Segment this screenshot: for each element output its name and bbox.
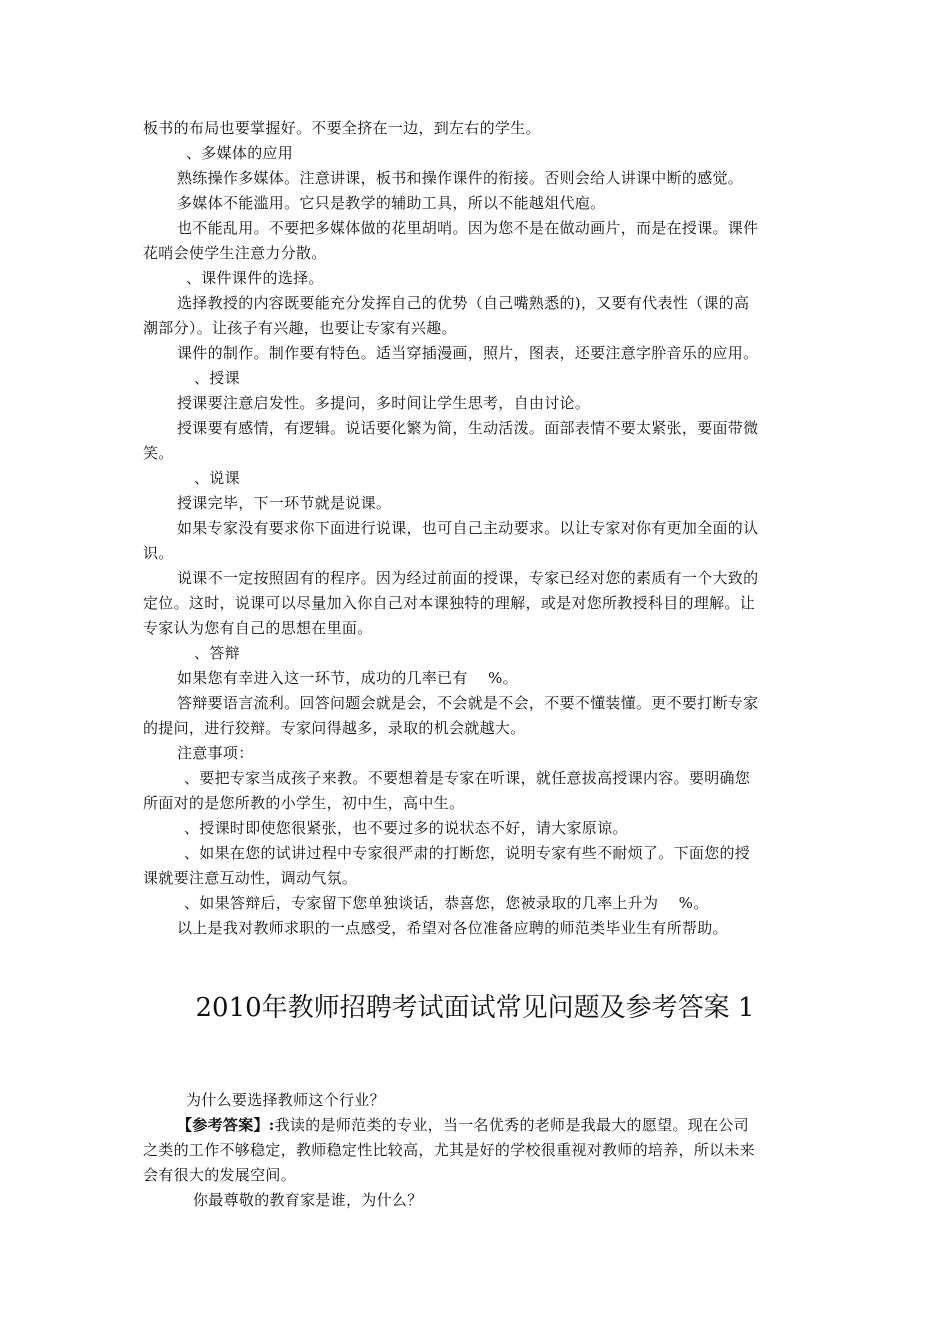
- answer-1-line-3: 会有很大的发展空间。: [143, 1166, 297, 1184]
- body-line: 注意事项：: [177, 744, 254, 762]
- body-line: 课就要注意互动性，调动气氛。: [143, 869, 358, 887]
- answer-1-line-2: 之类的工作不够稳定，教师稳定性比较高，尤其是好的学校很重视对教师的培养，所以未来: [143, 1141, 756, 1159]
- body-line: 如果专家没有要求你下面进行说课，也可自己主动要求。以让专家对你有更加全面的认: [177, 519, 759, 537]
- body-line: 潮部分）。让孩子有兴趣，也要让专家有兴趣。: [143, 319, 457, 337]
- body-line: 多媒体不能滥用。它只是教学的辅助工具，所以不能越俎代庖。: [177, 194, 606, 212]
- body-line: 熟练操作多媒体。注意讲课，板书和操作课件的衔接。否则会给人讲课中断的感觉。: [177, 169, 744, 187]
- body-line: 识。: [143, 544, 174, 562]
- body-line: 授课要有感情，有逻辑。说话要化繁为简，生动活泼。面部表情不要太紧张，要面带微: [177, 419, 759, 437]
- body-line: 定位。这时，说课可以尽量加入你自己对本课独特的理解，或是对您所教授科目的理解。让: [143, 594, 756, 612]
- document-title: 2010年教师招聘考试面试常见问题及参考答案 1: [195, 993, 755, 1023]
- body-line: 授课完毕，下一环节就是说课。: [177, 494, 392, 512]
- body-line: 如果您有幸进入这一环节，成功的几率已有 %。: [177, 669, 518, 687]
- body-line: 说课不一定按照固有的程序。因为经过前面的授课，专家已经对您的素质有一个大致的: [177, 569, 759, 587]
- section-heading: 、答辩: [194, 644, 240, 662]
- body-line: 课件的制作。制作要有特色。适当穿插漫画，照片，图表，还要注意字肸音乐的应用。: [177, 344, 759, 362]
- body-line: 以上是我对教师求职的一点感受，希望对各位准备应聘的师范类毕业生有所帮助。: [177, 919, 728, 937]
- section-heading: 、多媒体的应用: [186, 144, 294, 162]
- section-heading: 、说课: [194, 469, 240, 487]
- question-1: 为什么要选择教师这个行业？: [186, 1091, 385, 1109]
- body-line: 、如果答辩后，专家留下您单独谈话，恭喜您，您被录取的几率上升为 %。: [184, 894, 709, 912]
- body-line: 授课要注意启发性。多提问，多时间让学生思考，自由讨论。: [177, 394, 591, 412]
- body-line: 也不能乱用。不要把多媒体做的花里胡哨。因为您不是在做动画片，而是在授课。课件: [177, 219, 759, 237]
- answer-text: 我读的是师范类的专业，当一名优秀的老师是我最大的愿望。现在公司: [274, 1116, 749, 1134]
- section-heading: 、课件课件的选择。: [186, 269, 324, 287]
- body-line: 、要把专家当成孩子来教。不要想着是专家在听课，就任意拔高授课内容。要明确您: [184, 769, 751, 787]
- answer-label: 【参考答案】:: [177, 1116, 275, 1134]
- body-line: 花哨会使学生注意力分散。: [143, 244, 327, 262]
- body-line: 笑。: [143, 444, 174, 462]
- section-heading: 、授课: [194, 369, 240, 387]
- body-line: 、授课时即使您很紧张，也不要过多的说状态不好，请大家原谅。: [184, 819, 628, 837]
- body-line: 选择教授的内容既要能充分发挥自己的优势（自己嘴熟悉的)，又要有代表性（课的高: [177, 294, 750, 312]
- body-line: 、如果在您的试讲过程中专家很严肃的打断您，说明专家有些不耐烦了。下面您的授: [184, 844, 751, 862]
- body-line: 所面对的是您所教的小学生，初中生，高中生。: [143, 794, 465, 812]
- body-line: 专家认为您有自己的思想在里面。: [143, 619, 373, 637]
- body-line: 的提问，进行狡辩。专家问得越多，录取的机会就越大。: [143, 719, 526, 737]
- question-2: 你最尊敬的教育家是谁，为什么？: [193, 1191, 423, 1209]
- answer-1-line-1: [177, 1114, 749, 1136]
- body-line: 答辩要语言流利。回答问题会就是会，不会就是不会，不要不懂装懂。更不要打断专家: [177, 694, 759, 712]
- body-line: 板书的布局也要掌握好。不要全挤在一边，到左右的学生。: [143, 119, 541, 137]
